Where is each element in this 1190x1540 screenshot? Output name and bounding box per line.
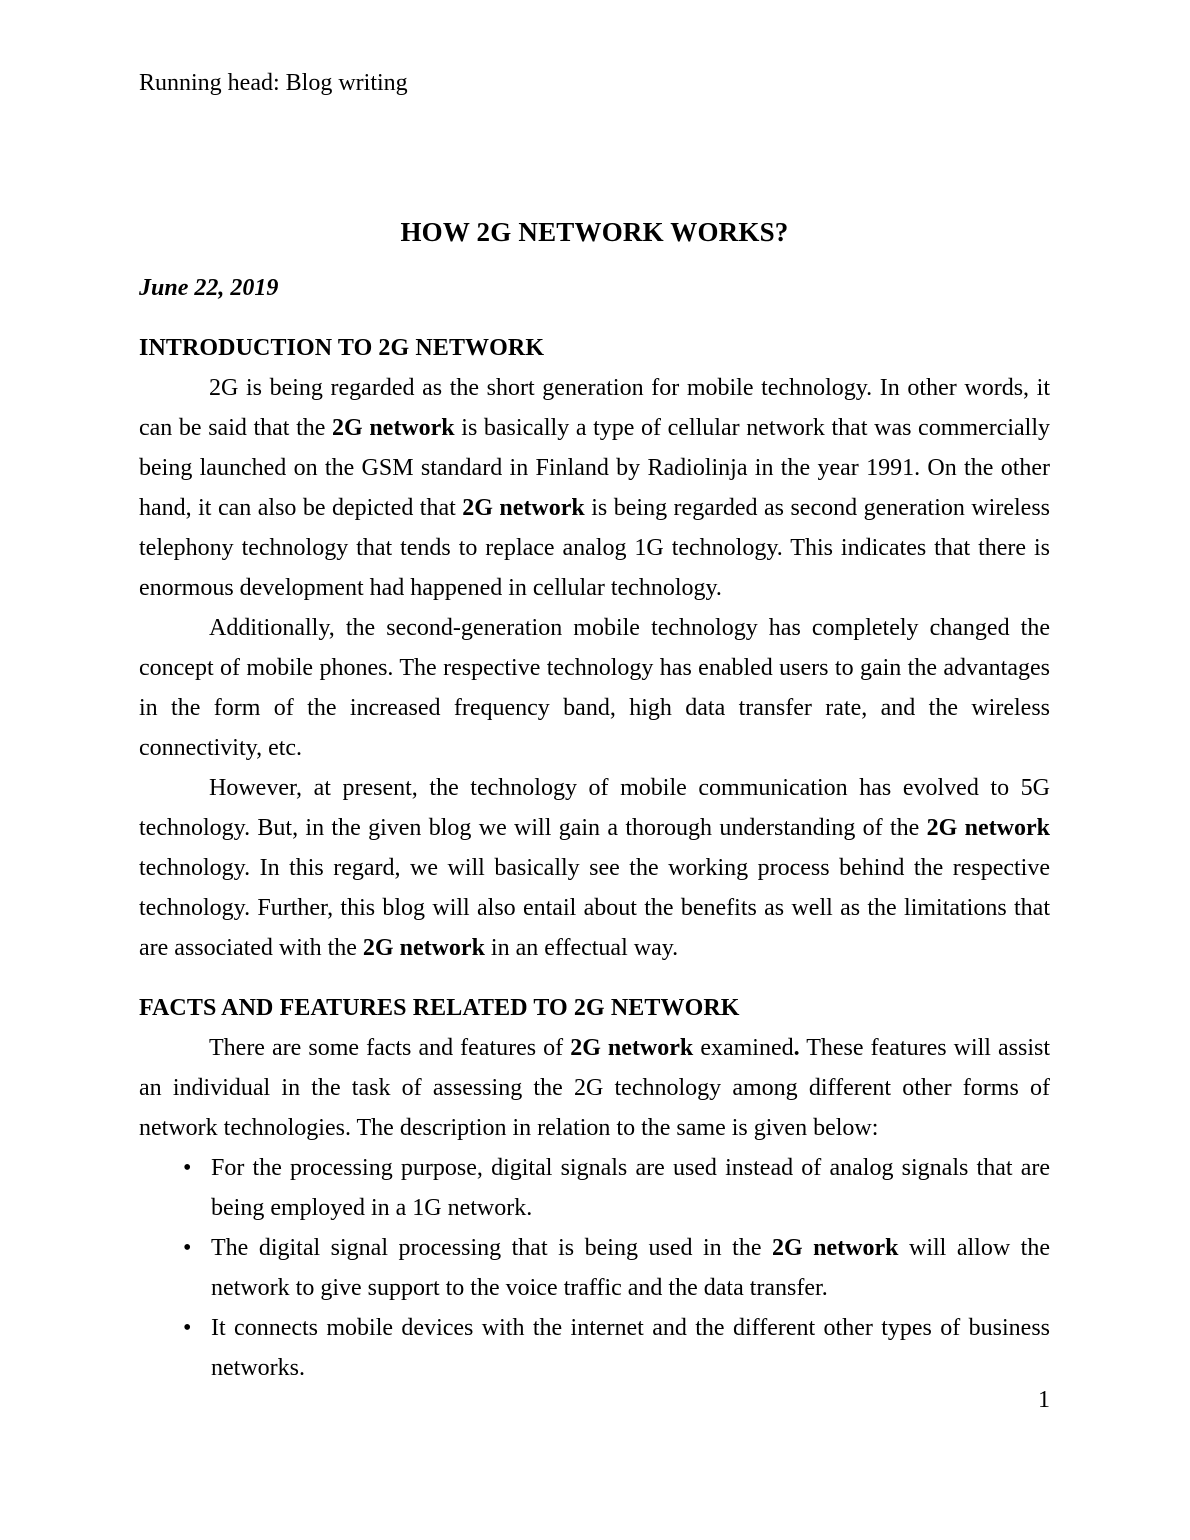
document-body <box>139 268 1050 1388</box>
list-item-text: The digital signal processing that is being used in the 2G network will allow the network to give support to the voice traffic and the data transfer. <box>211 1235 1050 1301</box>
feature-bullet-list <box>139 1148 1050 1388</box>
paragraph: However, at present, the technology of mobile communication has evolved to 5G technology. But, in the given blog we will gain a thorough understanding of the 2G network technology. In this regard, we will basically see the working process behind the respective technology. Further, this blog will also entail about the benefits as well as the limitations that are associated with the 2G network in an effectual way. <box>139 775 1050 961</box>
page-title: HOW 2G NETWORK WORKS? <box>400 217 789 248</box>
list-item <box>183 1228 1050 1308</box>
bullet-icon: • <box>183 1155 192 1181</box>
list-item-text: It connects mobile devices with the internet and the different other types of business networks. <box>211 1315 1050 1381</box>
section-heading-facts-and-features: FACTS AND FEATURES RELATED TO 2G NETWORK <box>139 995 740 1021</box>
document-date: June 22, 2019 <box>139 275 279 301</box>
bullet-icon: • <box>183 1235 192 1261</box>
page-number: 1 <box>1038 1387 1050 1413</box>
paragraph: 2G is being regarded as the short generation for mobile technology. In other words, it can be said that the 2G network is basically a type of cellular network that was commercially being launched on the GSM standard in Finland by Radiolinja in the year 1991. On the other hand, it can also be depicted that 2G network is being regarded as second generation wireless telephony technology that tends to replace analog 1G technology. This indicates that there is enormous development had happened in cellular technology. <box>139 375 1050 601</box>
list-item <box>183 1308 1050 1388</box>
paragraph: Additionally, the second-generation mobile technology has completely changed the concept of mobile phones. The respective technology has enabled users to gain the advantages in the form of the increased frequency band, high data transfer rate, and the wireless connectivity, etc. <box>139 615 1050 761</box>
list-item <box>183 1148 1050 1228</box>
section-spacer <box>139 968 1050 988</box>
section-heading-introduction: INTRODUCTION TO 2G NETWORK <box>139 335 545 361</box>
paragraph: There are some facts and features of 2G network examined. These features will assist an individual in the task of assessing the 2G technology among different other forms of network technologies. The description in relation to the same is given below: <box>139 1035 1051 1141</box>
list-item-text: For the processing purpose, digital signals are used instead of analog signals that are being employed in a 1G network. <box>211 1155 1050 1221</box>
running-head: Running head: Blog writing <box>139 70 408 96</box>
bullet-icon: • <box>183 1315 192 1341</box>
